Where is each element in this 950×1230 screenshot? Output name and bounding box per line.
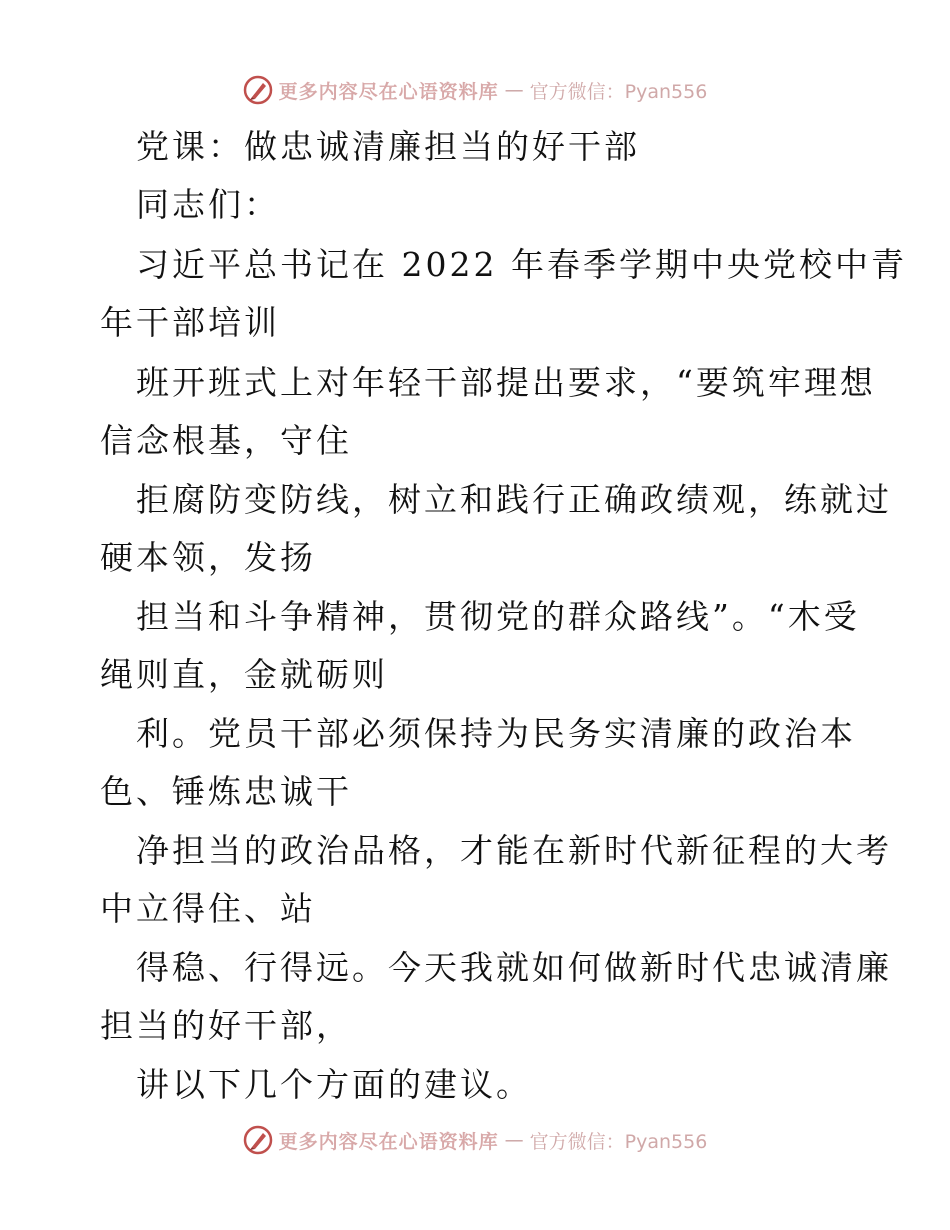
pen-logo-icon [243, 75, 273, 105]
doc-line: 担当和斗争精神，贯彻党的群众路线”。“木受 [136, 597, 860, 636]
watermark-wechat: 官方微信：Pyan556 [529, 80, 708, 103]
watermark-separator: — [504, 1129, 524, 1151]
doc-line: 拒腐防变防线，树立和践行正确政绩观，练就过 [136, 480, 892, 519]
pen-logo-icon [243, 1125, 273, 1155]
doc-line: 习近平总书记在 2022 年春季学期中央党校中青 [136, 245, 907, 284]
header-watermark [0, 70, 950, 110]
doc-line: 绳则直，金就砺则 [100, 655, 388, 694]
doc-line: 年干部培训 [100, 303, 280, 342]
doc-line: 净担当的政治品格，才能在新时代新征程的大考 [136, 831, 892, 870]
doc-line: 班开班式上对年轻干部提出要求，“要筑牢理想 [136, 363, 876, 402]
watermark-text: 更多内容尽在心语资料库 [278, 80, 499, 103]
doc-line: 信念根基，守住 [100, 421, 352, 460]
footer-watermark [0, 1120, 950, 1160]
watermark-separator: — [504, 79, 524, 101]
doc-line: 中立得住、站 [100, 889, 316, 928]
doc-line: 硬本领，发扬 [100, 538, 316, 577]
doc-title: 党课：做忠诚清廉担当的好干部 [136, 127, 640, 166]
doc-line: 色、锤炼忠诚干 [100, 772, 352, 811]
doc-line: 得稳、行得远。今天我就如何做新时代忠诚清廉 [136, 948, 892, 987]
doc-line: 讲以下几个方面的建议。 [136, 1065, 532, 1104]
watermark-wechat: 官方微信：Pyan556 [529, 1130, 708, 1153]
doc-line: 利。党员干部必须保持为民务实清廉的政治本 [136, 714, 856, 753]
doc-line: 担当的好干部， [100, 1006, 352, 1045]
doc-salutation: 同志们： [136, 185, 280, 224]
watermark-text: 更多内容尽在心语资料库 [278, 1130, 499, 1153]
